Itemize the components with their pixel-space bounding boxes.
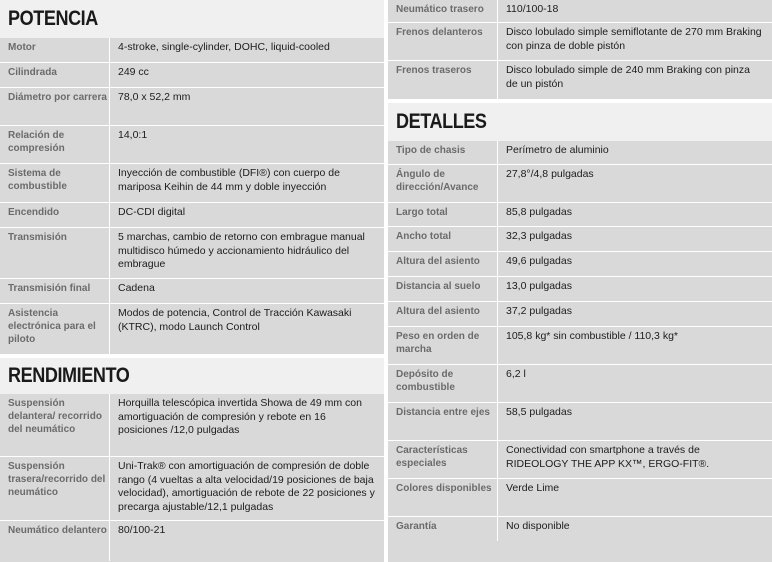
spec-value: 37,2 pulgadas xyxy=(506,305,572,317)
spec-row-distancia-ejes xyxy=(388,402,772,440)
spec-row-altura-asiento xyxy=(388,251,772,276)
spec-value: Verde Lime xyxy=(506,482,560,494)
spec-label: Suspensión trasera/recorrido del neumático xyxy=(0,457,110,520)
spec-value: Disco lobulado simple de 240 mm Braking con pinza de un pistón xyxy=(506,64,750,90)
left-column xyxy=(0,0,384,562)
spec-value: 5 marchas, cambio de retorno con embrague manual multidisco húmedo y accionamiento hidráulico del embrague xyxy=(118,231,365,270)
spec-label: Largo total xyxy=(388,203,498,226)
spec-label: Motor xyxy=(0,38,110,62)
spec-row-peso xyxy=(388,326,772,364)
spec-row-ancho xyxy=(388,226,772,251)
spec-row-motor xyxy=(0,38,384,62)
spec-label: Cilindrada xyxy=(0,63,110,87)
detalles-heading xyxy=(388,103,772,141)
right-column xyxy=(388,0,772,562)
spec-row-chasis xyxy=(388,141,772,164)
spec-row-diametro xyxy=(0,87,384,125)
spec-value: 32,3 pulgadas xyxy=(506,230,572,242)
spec-row-suspension-trasera xyxy=(0,456,384,520)
spec-value: 14,0:1 xyxy=(118,129,148,141)
spec-label: Altura del asiento xyxy=(388,252,498,276)
spec-value: 80/100-21 xyxy=(118,524,166,536)
spec-label: Depósito de combustible xyxy=(388,365,498,402)
spec-row-transmision xyxy=(0,227,384,278)
spec-label: Frenos delanteros xyxy=(388,23,498,60)
rendimiento-cont-section xyxy=(388,0,772,99)
spec-row-cilindrada xyxy=(0,62,384,87)
spec-label: Tipo de chasis xyxy=(388,141,498,164)
detalles-title: DETALLES xyxy=(396,110,487,133)
spec-value: Disco lobulado simple semiflotante de 270 mm Braking con pinza de doble pistón xyxy=(506,26,762,52)
spec-value: 78,0 x 52,2 mm xyxy=(118,91,191,103)
spec-label: Transmisión final xyxy=(0,279,110,303)
spec-value: Inyección de combustible (DFI®) con cuerpo de mariposa Keihin de 44 mm y doble inyección xyxy=(118,167,340,193)
spec-label: Neumático trasero xyxy=(388,0,498,22)
spec-row-asistencia xyxy=(0,303,384,354)
spec-row-garantia xyxy=(388,516,772,541)
spec-label: Ángulo de dirección/Avance xyxy=(388,165,498,202)
spec-value: DC-CDI digital xyxy=(118,206,186,218)
detalles-table xyxy=(388,141,772,541)
spec-value: Perímetro de aluminio xyxy=(506,144,609,156)
spec-label: Transmisión xyxy=(0,228,110,278)
spec-value: 249 cc xyxy=(118,66,149,78)
spec-value: No disponible xyxy=(506,520,570,532)
spec-value: 13,0 pulgadas xyxy=(506,280,572,292)
spec-label: Diámetro por carrera xyxy=(0,88,110,125)
spec-value: 6,2 l xyxy=(506,368,526,380)
spec-value: 58,5 pulgadas xyxy=(506,406,572,418)
spec-label: Relación de compresión xyxy=(0,126,110,163)
spec-label: Distancia al suelo xyxy=(388,277,498,301)
potencia-title: POTENCIA xyxy=(8,7,98,30)
spec-label: Distancia entre ejes xyxy=(388,403,498,440)
spec-label: Neumático delantero xyxy=(0,521,110,561)
spec-label: Altura del asiento xyxy=(388,302,498,326)
spec-label: Asistencia electrónica para el piloto xyxy=(0,304,110,354)
spec-row-largo xyxy=(388,202,772,226)
rendimiento-heading xyxy=(0,358,384,394)
spec-row-altura-asiento-2 xyxy=(388,301,772,326)
spec-value: 49,6 pulgadas xyxy=(506,255,572,267)
spec-row-frenos-delanteros xyxy=(388,22,772,60)
detalles-section xyxy=(388,103,772,562)
spec-label: Encendido xyxy=(0,203,110,227)
spec-label: Características especiales xyxy=(388,441,498,478)
spec-row-transmision-final xyxy=(0,278,384,303)
spec-label: Colores disponibles xyxy=(388,479,498,516)
spec-value: 27,8°/4,8 pulgadas xyxy=(506,168,594,180)
spec-value: 105,8 kg* sin combustible / 110,3 kg* xyxy=(506,330,678,342)
spec-label: Frenos traseros xyxy=(388,61,498,100)
rendimiento-title: RENDIMIENTO xyxy=(8,364,130,387)
spec-row-suspension-delantera xyxy=(0,394,384,456)
spec-value: Conectividad con smartphone a través de RIDEOLOGY THE APP KX™, ERGO-FIT®. xyxy=(506,444,710,470)
spec-row-frenos-traseros xyxy=(388,60,772,100)
spec-label: Peso en orden de marcha xyxy=(388,327,498,364)
spec-row-angulo xyxy=(388,164,772,202)
spec-row-caracteristicas xyxy=(388,440,772,478)
spec-label: Ancho total xyxy=(388,227,498,251)
spec-row-neumatico-trasero xyxy=(388,0,772,22)
spec-row-encendido xyxy=(0,202,384,227)
spec-label: Garantía xyxy=(388,517,498,541)
spec-value: 85,8 pulgadas xyxy=(506,206,572,218)
potencia-section xyxy=(0,0,384,354)
spec-value: Modos de potencia, Control de Tracción Kawasaki (KTRC), modo Launch Control xyxy=(118,307,352,333)
potencia-heading xyxy=(0,0,384,38)
spec-label: Sistema de combustible xyxy=(0,164,110,202)
spec-value: Uni-Trak® con amortiguación de compresión de doble rango (4 vueltas a alta velocidad/19 posiciones de baja velocidad), amortiguación de rebote de 22 posiciones y precarga ajustable/12,1 pulgadas xyxy=(118,460,375,513)
potencia-table xyxy=(0,38,384,354)
spec-value: 4-stroke, single-cylinder, DOHC, liquid-cooled xyxy=(118,41,330,53)
spec-row-colores xyxy=(388,478,772,516)
spec-row-distancia-suelo xyxy=(388,276,772,301)
spec-row-deposito xyxy=(388,364,772,402)
rendimiento-table xyxy=(0,394,384,561)
spec-value: Cadena xyxy=(118,282,155,294)
spec-row-neumatico-delantero xyxy=(0,520,384,561)
rendimiento-section xyxy=(0,358,384,562)
spec-value: Horquilla telescópica invertida Showa de 49 mm con amortiguación de compresión y rebote en 16 posiciones /12,0 pulgadas xyxy=(118,397,362,436)
spec-value: 110/100-18 xyxy=(506,3,559,15)
spec-row-compresion xyxy=(0,125,384,163)
spec-row-combustible xyxy=(0,163,384,202)
spec-label: Suspensión delantera/ recorrido del neumático xyxy=(0,394,110,456)
